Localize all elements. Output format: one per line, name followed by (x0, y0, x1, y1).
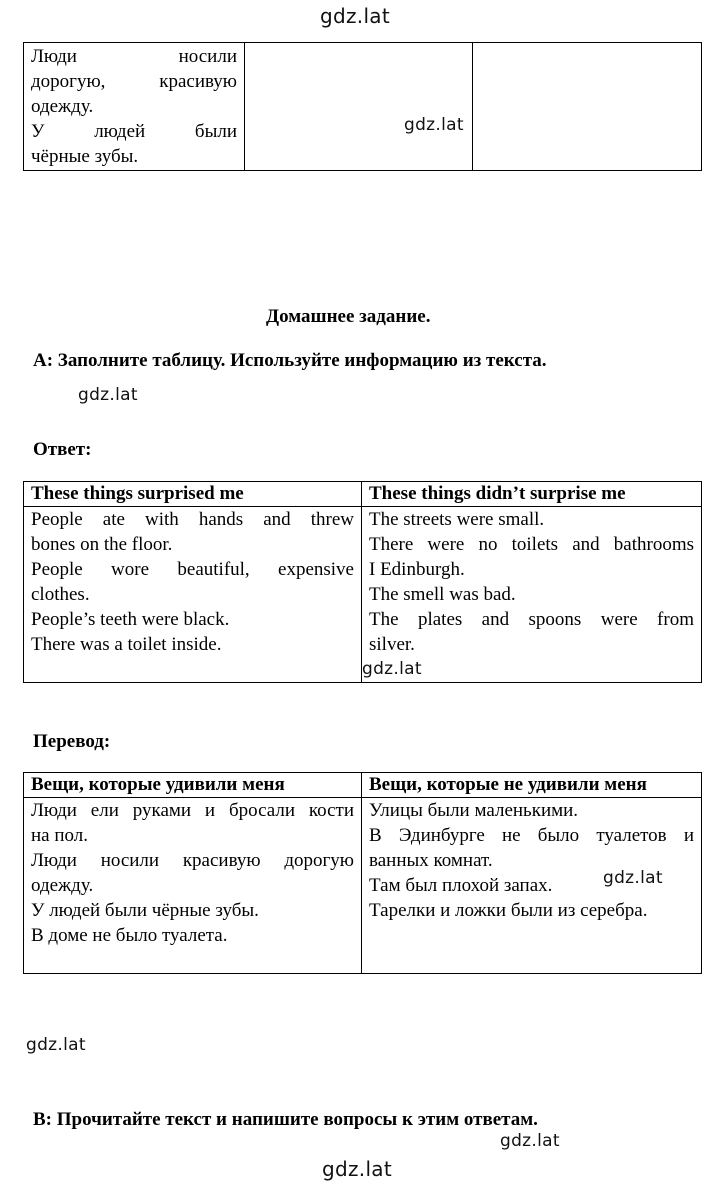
answer-left-line-3: People wore beautiful, expensive (31, 559, 354, 580)
translation-right-line-4: Там был плохой запах. (369, 875, 553, 896)
watermark-translation-table: gdz.lat (603, 868, 663, 888)
answer-right-line-4: The smell was bad. (369, 584, 516, 605)
answer-left-line-5: People’s teeth were black. (31, 609, 230, 630)
top-table-cell-3 (473, 43, 702, 171)
answer-right-line-1: The streets were small. (369, 509, 545, 530)
answer-left-line-4: clothes. (31, 584, 90, 605)
answer-header-right: These things didn’t surprise me (362, 482, 702, 507)
translation-right-line-5: Тарелки и ложки были из серебра. (369, 900, 648, 921)
translation-cell-left (24, 798, 362, 974)
top-table-cell-1 (24, 43, 245, 171)
watermark-left: gdz.lat (26, 1035, 86, 1055)
top-line-1: Люди носили (31, 46, 237, 67)
watermark-top: gdz.lat (320, 4, 391, 28)
watermark-bottom: gdz.lat (322, 1157, 393, 1181)
translation-right-line-2: В Эдинбурге не было туалетов и (369, 825, 694, 846)
answer-right-line-5: The plates and spoons were from (369, 609, 694, 630)
task-b: В: Прочитайте текст и напишите вопросы к этим ответам. (33, 1109, 538, 1130)
translation-left-line-3: Люди носили красивую дорогую (31, 850, 354, 871)
answer-left-line-1: People ate with hands and threw (31, 509, 354, 530)
watermark-top-table: gdz.lat (404, 115, 464, 135)
watermark-bottom-right: gdz.lat (500, 1131, 560, 1151)
homework-title: Домашнее задание. (266, 306, 431, 327)
task-a: А: Заполните таблицу. Используйте информацию из текста. (33, 350, 547, 371)
answer-label: Ответ: (33, 439, 92, 460)
watermark-under-task-a: gdz.lat (78, 385, 138, 405)
top-line-2: дорогую, красивую (31, 71, 237, 92)
top-line-3: одежду. (31, 96, 94, 117)
answer-header-left: These things surprised me (24, 482, 362, 507)
answer-left-line-6: There was a toilet inside. (31, 634, 222, 655)
top-line-5: чёрные зубы. (31, 146, 139, 167)
translation-table (23, 772, 702, 974)
translation-right-line-1: Улицы были маленькими. (369, 800, 579, 821)
translation-left-line-2: на пол. (31, 825, 88, 846)
answer-cell-right (362, 507, 702, 683)
translation-left-line-5: У людей были чёрные зубы. (31, 900, 259, 921)
top-line-4: У людей были (31, 121, 237, 142)
top-table (23, 42, 702, 171)
answer-left-line-2: bones on the floor. (31, 534, 173, 555)
answer-cell-left (24, 507, 362, 683)
translation-left-line-4: одежду. (31, 875, 94, 896)
watermark-answer-table: gdz.lat (362, 659, 422, 679)
answer-table (23, 481, 702, 683)
translation-header-right: Вещи, которые не удивили меня (362, 773, 702, 798)
translation-left-line-1: Люди ели руками и бросали кости (31, 800, 354, 821)
translation-label: Перевод: (33, 731, 111, 752)
answer-right-line-3: I Edinburgh. (369, 559, 465, 580)
answer-right-line-6: silver. (369, 634, 415, 655)
translation-cell-right (362, 798, 702, 974)
translation-left-line-6: В доме не было туалета. (31, 925, 228, 946)
translation-header-left: Вещи, которые удивили меня (24, 773, 362, 798)
answer-right-line-2: There were no toilets and bathrooms (369, 534, 694, 555)
top-table-cell-2 (245, 43, 473, 171)
translation-right-line-3: ванных комнат. (369, 850, 493, 871)
